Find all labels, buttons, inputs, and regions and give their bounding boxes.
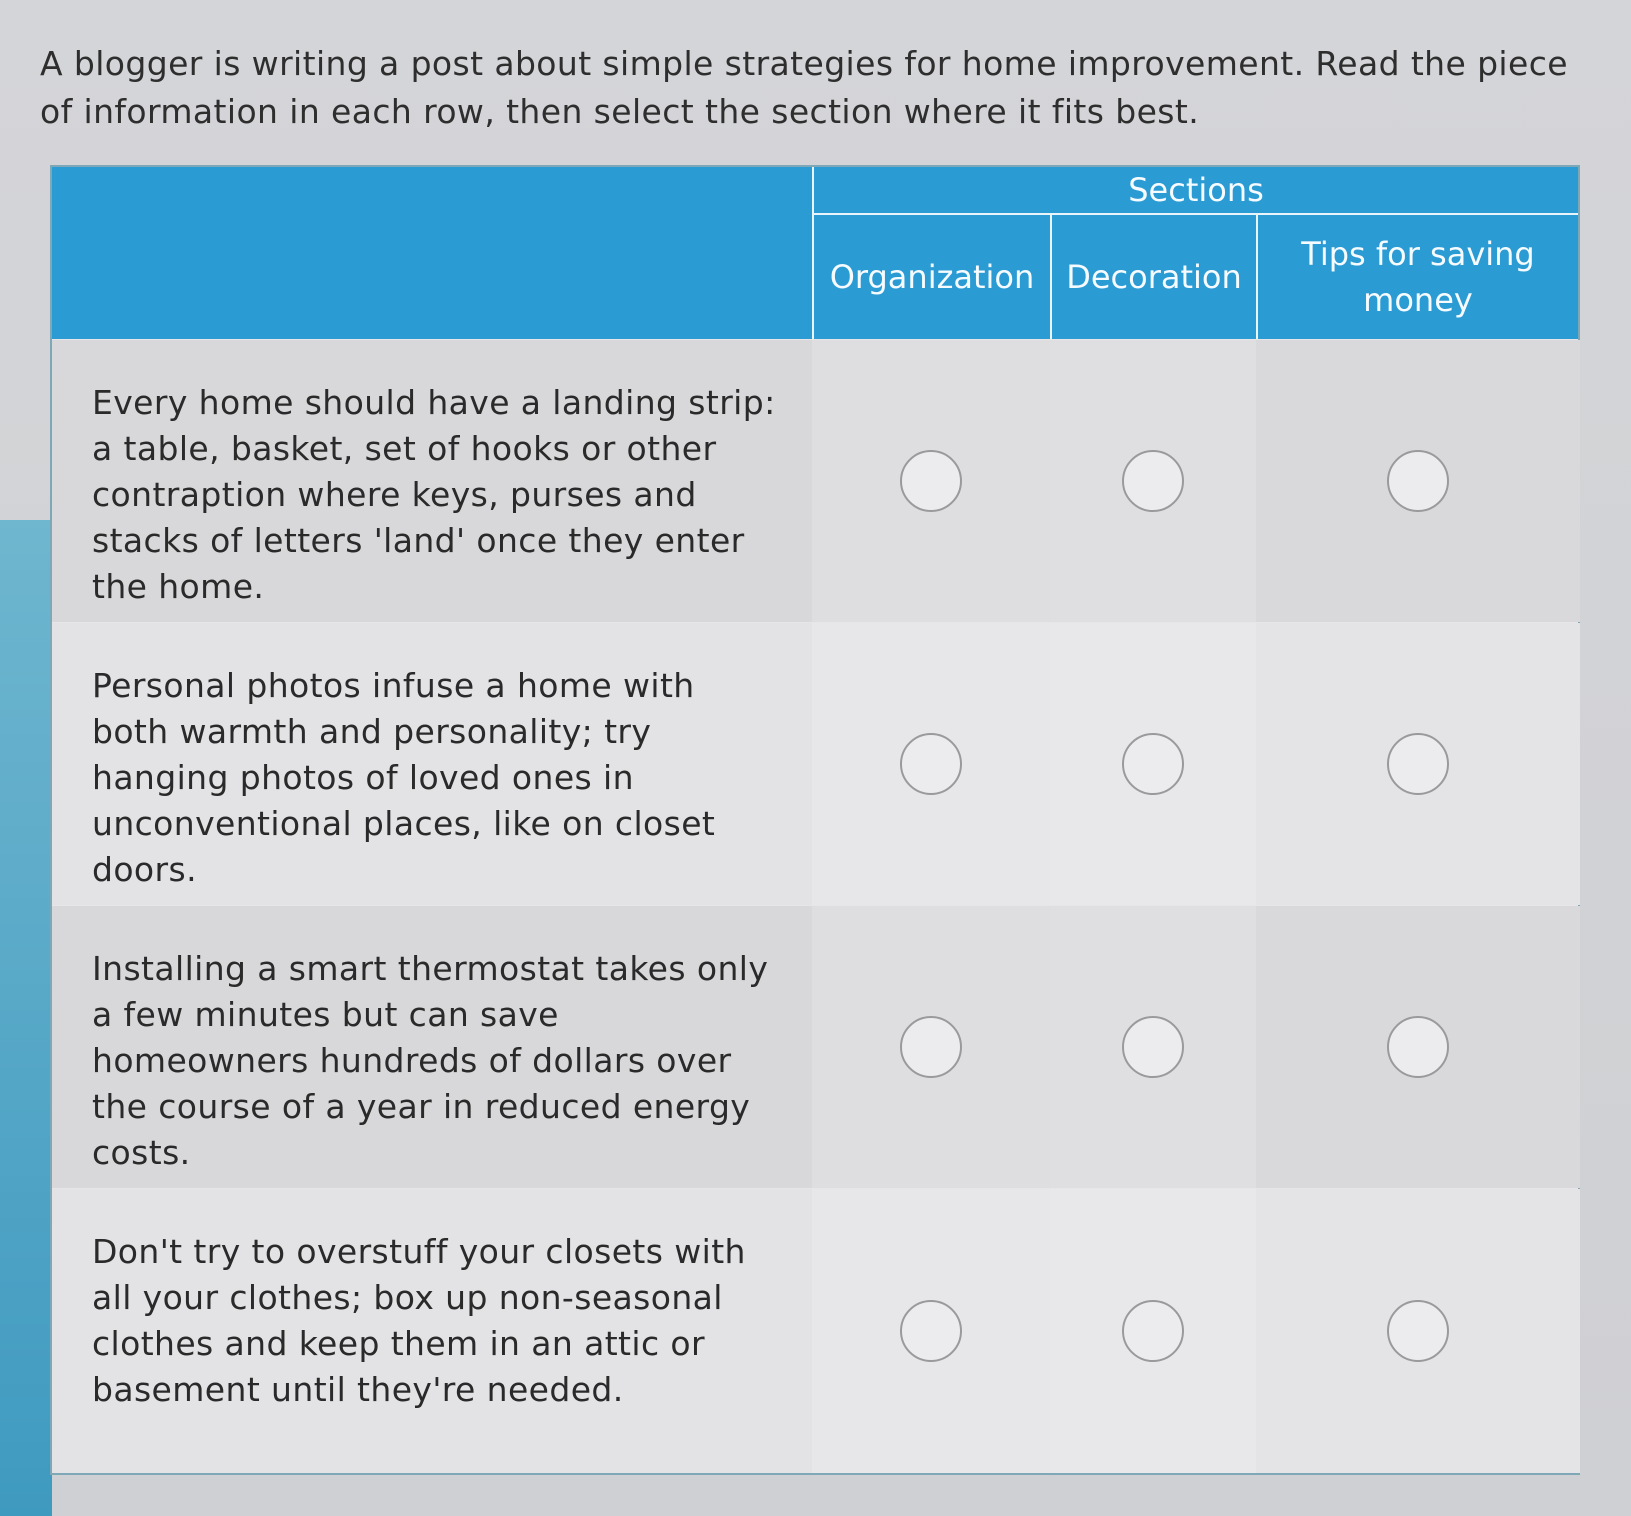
radio-organization[interactable] [900,450,962,512]
row-statement: Don't try to overstuff your closets with all your clothes; box up non-seasonal clothes and keep them in an attic or basement until they're needed. [52,1189,812,1473]
cell-decoration [1050,906,1256,1188]
radio-tips-for-saving-money[interactable] [1387,1300,1449,1362]
column-header-tips-for-saving-money: Tips for saving money [1256,215,1578,339]
cell-organization [812,1189,1050,1473]
cell-decoration [1050,1189,1256,1473]
table-header [52,167,1578,339]
radio-decoration[interactable] [1122,733,1184,795]
radio-tips-for-saving-money[interactable] [1387,450,1449,512]
row-statement: Installing a smart thermostat takes only a few minutes but can save homeowners hundreds of dollars over the course of a year in reduced energy costs. [52,906,812,1188]
table-row [52,339,1578,622]
cell-decoration [1050,340,1256,622]
radio-tips-for-saving-money[interactable] [1387,1016,1449,1078]
column-header-organization: Organization [812,215,1050,339]
cell-organization [812,623,1050,905]
radio-decoration[interactable] [1122,1300,1184,1362]
radio-decoration[interactable] [1122,1016,1184,1078]
sections-group-header: Sections [812,167,1578,215]
table-row [52,622,1578,905]
cell-organization [812,340,1050,622]
matching-table [50,165,1580,1475]
radio-organization[interactable] [900,733,962,795]
row-statement: Every home should have a landing strip: a table, basket, set of hooks or other contraption where keys, purses and stacks of letters 'land' once they enter the home. [52,340,812,622]
cell-organization [812,906,1050,1188]
cell-decoration [1050,623,1256,905]
cell-tips-for-saving-money [1256,1189,1580,1473]
question-prompt: A blogger is writing a post about simple strategies for home improvement. Read the piece of information in each row, then select the section where it fits best. [40,44,1568,131]
table-row [52,905,1578,1188]
radio-decoration[interactable] [1122,450,1184,512]
radio-tips-for-saving-money[interactable] [1387,733,1449,795]
radio-organization[interactable] [900,1016,962,1078]
radio-organization[interactable] [900,1300,962,1362]
cell-tips-for-saving-money [1256,340,1580,622]
column-header-decoration: Decoration [1050,215,1256,339]
table-row [52,1188,1578,1473]
row-statement: Personal photos infuse a home with both warmth and personality; try hanging photos of loved ones in unconventional places, like on closet doors. [52,623,812,905]
cell-tips-for-saving-money [1256,623,1580,905]
cell-tips-for-saving-money [1256,906,1580,1188]
screen-edge-band [0,520,52,1516]
